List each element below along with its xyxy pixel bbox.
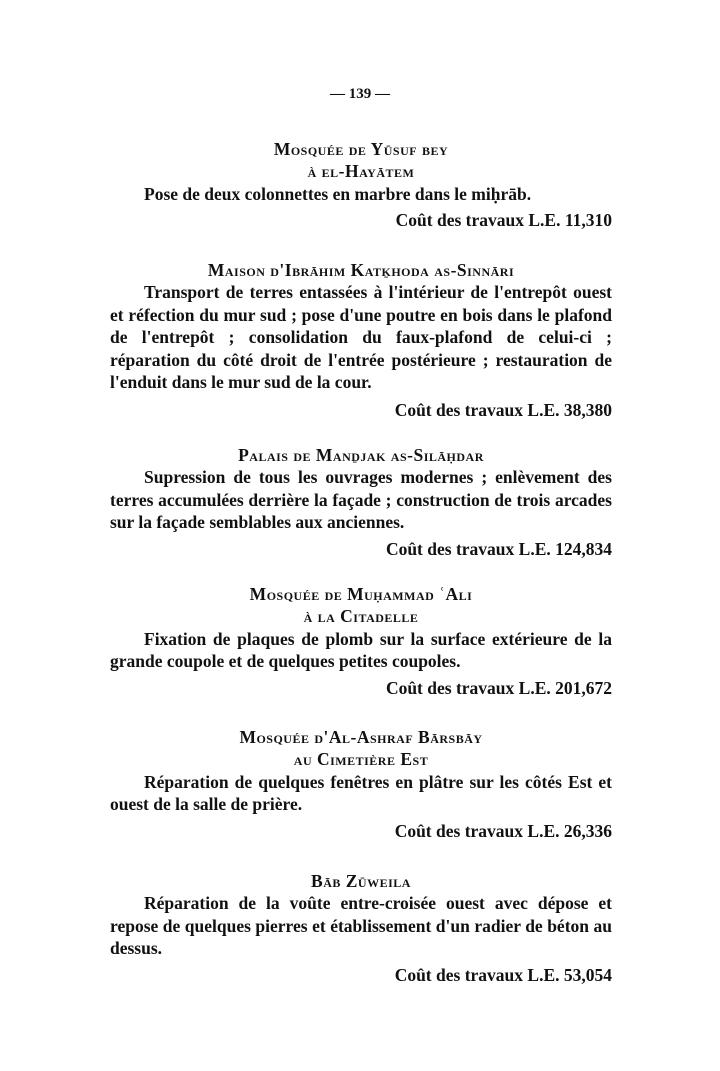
section-title: Mosquée de Muḥammad ʿAli bbox=[249, 584, 473, 604]
section-subtitle: au Cimetière Est bbox=[293, 749, 429, 770]
section-body: Transport de terres entassées à l'intérieur de l'entrepôt ouest et réfection du mur sud ; pose d'une poutre en bois dans le plafond de l'entrepôt ; consolidation du faux-plafond de celui-ci ; réparation du côté droit de l'entrée postérieure ; restauration de l'enduit dans le mur sud de la cour. bbox=[110, 282, 612, 393]
section-cost: Coût des travaux L.E. 53,054 bbox=[394, 964, 612, 985]
section-muhammad-ali bbox=[110, 583, 612, 699]
section-body: Pose de deux colonnettes en marbre dans le miḥrāb. bbox=[144, 183, 532, 204]
section-subtitle: à el-Hayātem bbox=[307, 161, 415, 182]
section-body: Supression de tous les ouvrages modernes ; enlèvement des terres accumulées derrière la façade ; construction de trois arcades sur la façade semblables aux anciennes. bbox=[110, 467, 612, 533]
section-barsbay bbox=[110, 726, 612, 842]
section-title: Bāb Zūweila bbox=[311, 871, 411, 891]
section-body: Réparation de la voûte entre-croisée ouest avec dépose et repose de quelques pierres et établissement d'un radier de béton au dessus. bbox=[110, 893, 612, 959]
section-maison-ibrahim bbox=[110, 259, 612, 422]
section-title: Maison d'Ibrāhim Katḵhoda as-Sinnāri bbox=[207, 260, 515, 280]
section-body: Réparation de quelques fenêtres en plâtre sur les côtés Est et ouest de la salle de prière. bbox=[110, 771, 612, 815]
section-yusuf-bey bbox=[110, 138, 612, 232]
section-palais-mandjak bbox=[110, 444, 612, 560]
section-body: Fixation de plaques de plomb sur la surface extérieure de la grande coupole et de quelques petites coupoles. bbox=[110, 628, 612, 672]
section-cost: Coût des travaux L.E. 38,380 bbox=[394, 400, 612, 421]
page-number: — 139 — bbox=[330, 86, 390, 102]
section-cost: Coût des travaux L.E. 201,672 bbox=[385, 677, 612, 698]
section-title: Mosquée d'Al-Ashraf Bārsbāy bbox=[239, 727, 483, 747]
section-subtitle: à la Citadelle bbox=[303, 606, 419, 627]
section-cost: Coût des travaux L.E. 11,310 bbox=[395, 210, 612, 231]
section-bab-zuweila bbox=[110, 870, 612, 986]
section-title: Mosquée de Yūsuf bey bbox=[273, 139, 449, 159]
section-cost: Coût des travaux L.E. 124,834 bbox=[385, 538, 612, 559]
section-cost: Coût des travaux L.E. 26,336 bbox=[394, 820, 612, 841]
section-title: Palais de Manḏjak as-Silāḥdar bbox=[238, 445, 484, 465]
